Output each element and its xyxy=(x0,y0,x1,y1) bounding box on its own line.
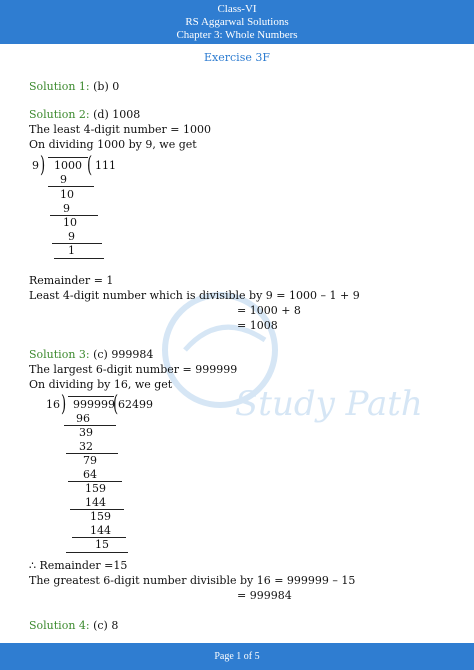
solution-2-remainder: Remainder = 1 xyxy=(29,274,114,287)
solution-2-answer: (d) 1008 xyxy=(93,108,141,121)
solution-2-label: Solution 2: xyxy=(29,108,90,121)
division-2-left-bracket: ) xyxy=(61,392,67,417)
solution-2-line-2: On dividing 1000 by 9, we get xyxy=(29,138,197,151)
header-book: RS Aggarwal Solutions xyxy=(185,16,289,28)
division-2-step: 79 xyxy=(83,454,97,467)
division-1-rule xyxy=(54,258,104,259)
solution-3-label: Solution 3: xyxy=(29,348,90,361)
solution-1-label: Solution 1: xyxy=(29,80,90,93)
division-2-quotient: 62499 xyxy=(118,398,153,411)
division-2-overline xyxy=(68,396,114,397)
solution-2-eq-1: = 1000 + 8 xyxy=(237,304,301,317)
page-header xyxy=(0,0,474,44)
division-2-step: 159 xyxy=(90,510,111,523)
solution-3-heading xyxy=(29,348,153,362)
division-1-rule xyxy=(52,243,102,244)
svg-text:Study Path: Study Path xyxy=(235,384,423,424)
division-2-dividend: 999999 xyxy=(73,398,115,411)
solution-2-line-1: The least 4-digit number = 1000 xyxy=(29,123,211,136)
solution-4 xyxy=(29,619,118,633)
solution-3-line-2: On dividing by 16, we get xyxy=(29,378,173,391)
division-2-step: 144 xyxy=(90,524,111,537)
header-chapter: Chapter 3: Whole Numbers xyxy=(176,29,298,41)
solution-4-answer: (c) 8 xyxy=(93,619,119,632)
division-2-rule xyxy=(66,552,128,553)
solution-3-conclusion: The greatest 6-digit number divisible by 16 = 999999 – 15 xyxy=(29,574,356,587)
page-footer xyxy=(0,643,474,670)
solution-2-eq-2: = 1008 xyxy=(237,319,278,332)
division-1-dividend: 1000 xyxy=(54,159,82,172)
solution-2-conclusion: Least 4-digit number which is divisible by 9 = 1000 – 1 + 9 xyxy=(29,289,360,302)
solution-3-line-1: The largest 6-digit number = 999999 xyxy=(29,363,238,376)
division-1-step: 10 xyxy=(60,188,74,201)
division-2-step: 15 xyxy=(95,538,109,551)
solution-1-answer: (b) 0 xyxy=(93,80,120,93)
exercise-title: Exercise 3F xyxy=(204,51,270,64)
division-1-quotient: 111 xyxy=(95,159,116,172)
division-1-step: 9 xyxy=(68,230,75,243)
division-1-divisor: 9 xyxy=(32,159,39,172)
solution-2-heading xyxy=(29,108,140,122)
solution-4-label: Solution 4: xyxy=(29,619,90,632)
solution-1 xyxy=(29,80,119,94)
page-number: Page 1 of 5 xyxy=(214,651,260,662)
division-1-step: 9 xyxy=(63,202,70,215)
division-2-step: 159 xyxy=(85,482,106,495)
division-2-right-bracket: ( xyxy=(113,392,119,417)
division-1-right-bracket: ( xyxy=(87,153,93,178)
division-1-overline xyxy=(48,157,88,158)
division-2-divisor: 16 xyxy=(46,398,60,411)
division-1-step: 9 xyxy=(60,173,67,186)
solution-3-remainder: ∴ Remainder =15 xyxy=(29,559,128,572)
solution-3-answer: (c) 999984 xyxy=(93,348,154,361)
division-2-step: 64 xyxy=(83,468,97,481)
division-1-step: 1 xyxy=(68,244,75,257)
division-2-step: 144 xyxy=(85,496,106,509)
division-2-step: 32 xyxy=(79,440,93,453)
solution-3-eq-1: = 999984 xyxy=(237,589,292,602)
division-1-rule xyxy=(48,186,94,187)
header-class: Class-VI xyxy=(217,3,257,15)
division-1-left-bracket: ) xyxy=(40,153,46,178)
division-2-step: 39 xyxy=(79,426,93,439)
division-2-step: 96 xyxy=(76,412,90,425)
division-1-step: 10 xyxy=(63,216,77,229)
